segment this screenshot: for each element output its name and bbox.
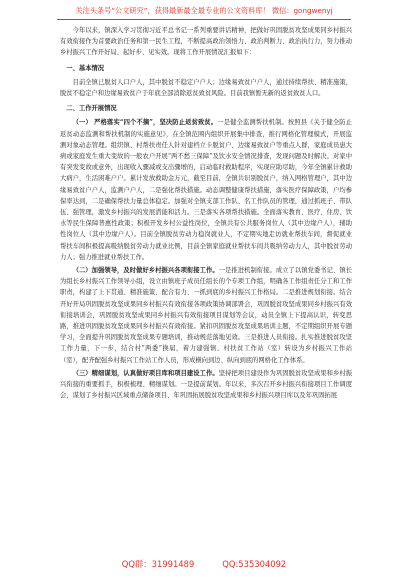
header-banner: 关注头条号“公文研究”，获得最新最全最专业的公文资料库！ 微信：gongwenyj — [75, 6, 333, 15]
intro-paragraph: 今年以来，镇深入学习贯彻习近平总书记一系列重要讲话精神，把做好巩固脱贫攻坚成果同乡村振兴有效衔接作为首要政治任务和第一民生工程，不断提高政治领悟力、政治判断力、政治执行力，努力推动乡村振兴工作开好局、起好步、见实效。现将工作开展情况汇报如下： — [60, 27, 352, 57]
paragraph-3-text: 坚持把项目建设作为巩固脱贫攻坚成果和乡村振兴衔接的重要抓手，积极梳理、精细谋划。一是提前谋划。年以来，多次召开乡村振兴衔接项目工作调度会，谋划了乡村振兴区域重点储备项目、年巩固拓展脱贫攻坚成果和乡村振兴项目库以及年巩固拓展 — [60, 369, 353, 400]
paragraph-1-lead: （一） 严格落实“四个不摘”，坚决防止返贫致贫。 — [72, 119, 218, 127]
qq-group: QQ群：31991489 — [121, 559, 195, 569]
paragraph-2 — [60, 265, 352, 366]
section-1-paragraph: 目前全镇已脱贫人口户人，其中脱贫不稳定户户人；边缘易致贫户户人，通过持续帮扶、精准施策，脱贫不稳定户和边缘易致贫户于年底全部消除返贫致贫风险。目前我镇暂无新的返贫致贫人口。 — [60, 78, 352, 98]
paragraph-2-lead: （二）加强领导，及时做好乡村振兴各项衔接工作。 — [72, 267, 219, 275]
section-1-heading: 一、基本情况 — [66, 64, 105, 72]
qq-number: QQ:535304092 — [222, 559, 287, 569]
paragraph-2-text: 一是推进机制衔接。成立了以镇党委书记、镇长为组长乡村振兴工作领导小组，设立由镇班子成员任组长的个专项工作组，明确各工作组责任分工和工作职责，构建了上下贯通、精准施策、配合有力、一抓到底的乡村振兴工作格局。二是推进规划衔接。结合开好开局巩固脱贫攻坚成果同乡村振兴有效衔接各项政策协调部署会，巩固脱贫攻坚成果同乡村振兴有效衔接培训会，巩固脱贫攻坚成果同乡村振兴有效衔接项目谋划等会议，动员全镇上下提高认识，转变思路，推进巩固脱贫攻坚成果同乡村振兴有效衔接。紧扣巩固脱贫攻坚成果培训主题，不定期组织开展专题学习，全面提升巩固脱贫攻坚成果专题培训，推动规范落地见效。三是推进人员衔接。扎实推进脱贫攻坚工作力量，下一步，结合村“两委”换届，着力建强镇、村扶贫工作站（室）转设为乡村振兴工作站（室），配齐配强乡村振兴工作站工作人员，形成横向到边、纵向到底的网格化工作体系。 — [60, 267, 353, 364]
header-divider — [57, 19, 351, 20]
section-2-heading: 二、工作开展情况 — [66, 105, 117, 113]
paragraph-1-text: 一是健全监测帮扶机制。按照县《关于健全防止返贫动态监测和帮扶机制的实施意见》，在全镇范围内组织开展集中排查，推行网格化管理模式，开展监测对象动态管理。组织镇、村帮扶责任人针对建档立卡脱贫户、边缘易致贫户等重点人群，家庭成员患大病或家庭发生重大变故的一般农户开展“两不愁三保障”及饮水安全情况排查，发现问题及时解决。对家中有突发变故或意外，出现收入骤减或支出骤增的，启动临时救助程序，实现应助尽助，今年全镇累计救助大病户，生活困难户户。累计发放救助金万元，截至目前，全镇共识别脱贫户，纳入网格管理户，其中边缘易致贫户户人，监测户户人，二是强化帮扶措施。动态调整健康帮扶措施，落实医疗保障政策，户均参保率达到，二是确保帮扶力量总体稳定。加强对全镇支部工作队、名工作队员的管理，通过抓班子、带队伍、强管理，激发乡村振兴的发展潜能和活力。三是落实各项帮扶措施。全面落实教育、医疗、住房、饮水等民生保障普惠性政策；积极开发乡村公益性岗位，全镇共有公共服务岗位人（其中边缘户人），辅助性岗位人（其中边缘户人）。目前全镇脱贫劳动力稳岗就业人，不定期实地走访就业帮扶车间，督促就业帮扶车间积极提高吸纳脱贫劳动力就业比例，目前全镇家庭就业帮扶车间共吸纳劳动力人，其中脱贫劳动力人；强力推进就业帮扶工作。 — [60, 119, 352, 261]
footer-contact — [0, 558, 408, 570]
paragraph-3-lead: （三）精细谋划，认真做好项目库和项目建设工作。 — [72, 369, 219, 377]
document-body — [60, 25, 352, 402]
paragraph-1 — [60, 117, 352, 263]
paragraph-3 — [60, 368, 352, 402]
